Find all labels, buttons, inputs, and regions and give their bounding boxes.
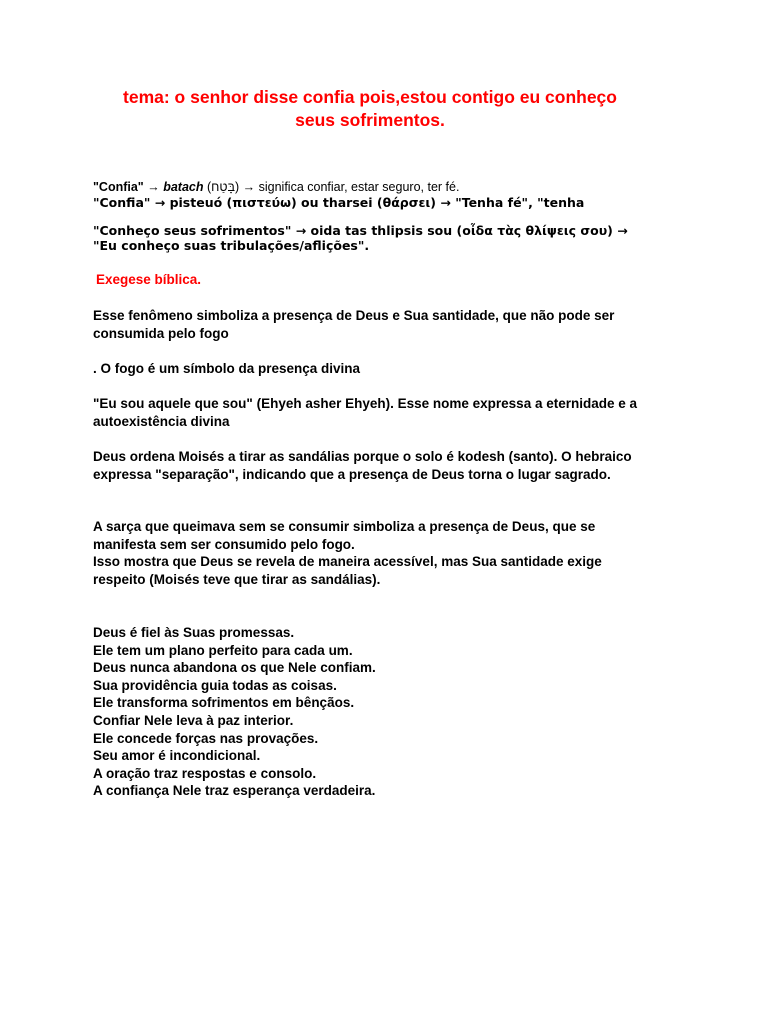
definition-conheco: "Conheço seus sofrimentos" → oida tas thlipsis sou (οἶδα τὰς θλίψεις σου) → "Eu conheço suas tribulações/aflições". [93, 223, 628, 253]
paragraph-eu-sou: "Eu sou aquele que sou" (Ehyeh asher Ehyeh). Esse nome expressa a eternidade e a autoexistência divina [93, 396, 638, 429]
paragraph-sandalias: Deus ordena Moisés a tirar as sandálias porque o solo é kodesh (santo). O hebraico expressa "separação", indicando que a presença de Deus torna o lugar sagrado. [93, 449, 632, 482]
title-line-2: seus sofrimentos. [295, 110, 445, 130]
title-line-1: tema: o senhor disse confia pois,estou contigo eu conheço [123, 87, 617, 107]
list-item: Ele concede forças nas provações. [93, 730, 319, 746]
list-item: Ele transforma sofrimentos em bênçãos. [93, 695, 355, 711]
definition-confia-1 [93, 180, 653, 195]
exegese-heading: Exegese bíblica. [96, 272, 202, 287]
paragraph-fenomeno: Esse fenômeno simboliza a presença de Deus e Sua santidade, que não pode ser consumida pelo fogo [93, 308, 615, 341]
definition-confia-2: "Confia" → pisteuó (πιστεύω) ou tharsei (θάρσει) → "Tenha fé", "tenha [93, 195, 585, 210]
page-title [100, 86, 640, 132]
list-item: Deus é fiel às Suas promessas. [93, 625, 295, 640]
definition-term: "Confia" [93, 180, 144, 194]
list-item: A oração traz respostas e consolo. [93, 765, 317, 781]
affirmations-list [93, 624, 653, 800]
definition-arrow: → [143, 180, 164, 194]
list-item: A confiança Nele traz esperança verdadeira. [93, 783, 376, 799]
paragraph-sarca-line-1: A sarça que queimava sem se consumir simboliza a presença de Deus, que se manifesta sem ser consumido pelo fogo. [93, 519, 596, 552]
definition-meaning: → significa confiar, estar seguro, ter fé. [242, 180, 460, 194]
list-item: Ele tem um plano perfeito para cada um. [93, 642, 353, 658]
list-item: Deus nunca abandona os que Nele confiam. [93, 660, 376, 676]
paragraph-sarca-line-2: Isso mostra que Deus se revela de maneira acessível, mas Sua santidade exige respeito (Moisés teve que tirar as sandálias). [93, 554, 602, 587]
definition-hebrew: (בָּטַח) [203, 180, 243, 194]
list-item: Sua providência guia todas as coisas. [93, 677, 337, 693]
definition-conheco-block [93, 223, 653, 253]
list-item: Confiar Nele leva à paz interior. [93, 712, 294, 728]
paragraph-fogo: . O fogo é um símbolo da presença divina [93, 361, 361, 376]
paragraph-sarca [93, 518, 653, 588]
definition-word: batach [163, 180, 204, 194]
list-item: Seu amor é incondicional. [93, 748, 261, 764]
definitions-block [93, 180, 653, 210]
